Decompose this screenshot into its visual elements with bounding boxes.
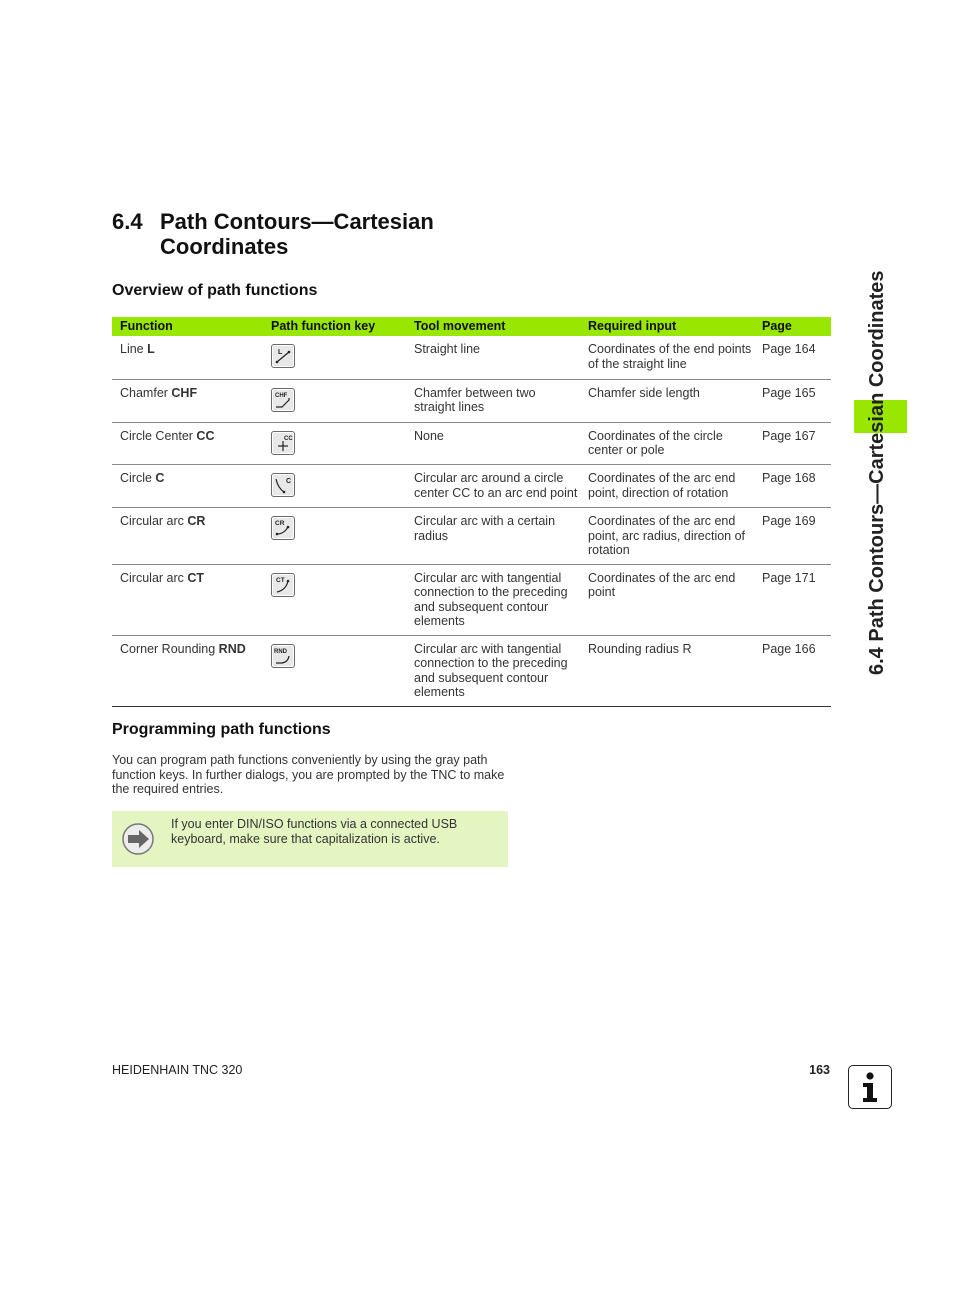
function-cell xyxy=(112,635,263,706)
function-name: Circle xyxy=(120,471,156,485)
column-header: Function xyxy=(112,317,263,336)
table-row xyxy=(112,564,831,635)
movement-cell: Circular arc with tangential connection to the preceding and subsequent contour elements xyxy=(406,635,580,706)
table-row xyxy=(112,422,831,465)
key-cell xyxy=(263,564,406,635)
table-header-row xyxy=(112,317,831,336)
svg-text:CC: CC xyxy=(284,435,293,442)
svg-text:CT: CT xyxy=(276,576,285,584)
input-cell: Chamfer side length xyxy=(580,379,754,422)
function-code: C xyxy=(155,471,165,485)
function-cell xyxy=(112,422,263,465)
column-header: Tool movement xyxy=(406,317,580,336)
overview-heading: Overview of path functions xyxy=(112,282,318,299)
side-title: 6.4 Path Contours—Cartesian Coordinates xyxy=(866,270,888,675)
function-cell xyxy=(112,564,263,635)
corner-rounding-key-icon xyxy=(271,644,295,668)
key-cell xyxy=(263,635,406,706)
svg-text:C: C xyxy=(286,478,292,485)
key-cell xyxy=(263,422,406,465)
table-row xyxy=(112,508,831,565)
page-cell: Page 169 xyxy=(754,508,831,565)
page-cell: Page 168 xyxy=(754,465,831,508)
svg-text:L: L xyxy=(278,349,283,356)
function-cell xyxy=(112,379,263,422)
function-code: RND xyxy=(218,641,246,656)
function-name: Chamfer xyxy=(120,385,172,400)
section-title-text: Path Contours—Cartesian Coordinates xyxy=(160,209,434,259)
input-cell: Coordinates of the end points of the straight line xyxy=(580,336,754,379)
input-cell: Coordinates of the arc end point, direction of rotation xyxy=(580,465,754,508)
note-box xyxy=(112,811,508,867)
movement-cell: Circular arc with tangential connection to the preceding and subsequent contour elements xyxy=(406,564,580,635)
function-name: Circle Center xyxy=(120,428,197,443)
page-cell: Page 167 xyxy=(754,422,831,465)
input-cell: Coordinates of the arc end point, arc radius, direction of rotation xyxy=(580,508,754,565)
footer-product: HEIDENHAIN TNC 320 xyxy=(112,1063,243,1077)
key-cell xyxy=(263,465,406,508)
input-cell: Coordinates of the circle center or pole xyxy=(580,422,754,465)
movement-cell: Chamfer between two straight lines xyxy=(406,379,580,422)
circle-center-key-icon xyxy=(271,431,295,455)
function-code: L xyxy=(147,342,155,356)
info-icon xyxy=(848,1065,892,1109)
arrow-right-icon xyxy=(122,823,156,860)
movement-cell: Circular arc with a certain radius xyxy=(406,508,580,565)
column-header: Page xyxy=(754,317,831,336)
circular-arc-tangential-key-icon xyxy=(271,573,295,597)
column-header: Path function key xyxy=(263,317,406,336)
table-row xyxy=(112,379,831,422)
function-code: CT xyxy=(187,570,205,585)
path-functions-table xyxy=(112,317,831,707)
movement-cell: Circular arc around a circle center CC to an arc end point xyxy=(406,465,580,508)
function-code: CHF xyxy=(171,385,198,400)
page-cell: Page 171 xyxy=(754,564,831,635)
input-cell: Coordinates of the arc end point xyxy=(580,564,754,635)
table-row xyxy=(112,635,831,706)
programming-heading: Programming path functions xyxy=(112,721,331,738)
note-text: If you enter DIN/ISO functions via a connected USB keyboard, make sure that capitalization is active. xyxy=(171,817,458,846)
page-cell: Page 165 xyxy=(754,379,831,422)
function-cell xyxy=(112,336,263,379)
table-row xyxy=(112,465,831,508)
function-name: Circular arc xyxy=(120,570,188,585)
svg-text:CR: CR xyxy=(275,520,285,527)
movement-cell: None xyxy=(406,422,580,465)
page-cell: Page 166 xyxy=(754,635,831,706)
function-cell xyxy=(112,508,263,565)
page-number: 163 xyxy=(809,1063,830,1077)
svg-text:RND: RND xyxy=(274,648,287,655)
circular-arc-radius-key-icon xyxy=(271,516,295,540)
function-cell xyxy=(112,465,263,508)
line-key-icon xyxy=(271,344,295,368)
function-code: CC xyxy=(196,428,215,443)
function-name: Line xyxy=(120,342,148,356)
key-cell xyxy=(263,336,406,379)
section-number: 6.4 xyxy=(112,209,143,234)
programming-paragraph: You can program path functions conveniently by using the gray path function keys. In further dialogs, you are prompted by the TNC to make the required entries. xyxy=(112,753,505,796)
chamfer-key-icon xyxy=(271,388,295,412)
function-name: Corner Rounding xyxy=(120,641,219,656)
svg-text:CHF: CHF xyxy=(275,392,288,399)
key-cell xyxy=(263,379,406,422)
circle-key-icon xyxy=(271,473,295,497)
function-code: CR xyxy=(187,514,206,528)
column-header: Required input xyxy=(580,317,754,336)
page-cell: Page 164 xyxy=(754,336,831,379)
key-cell xyxy=(263,508,406,565)
table-row xyxy=(112,336,831,379)
function-name: Circular arc xyxy=(120,514,188,528)
movement-cell: Straight line xyxy=(406,336,580,379)
input-cell: Rounding radius R xyxy=(580,635,754,706)
